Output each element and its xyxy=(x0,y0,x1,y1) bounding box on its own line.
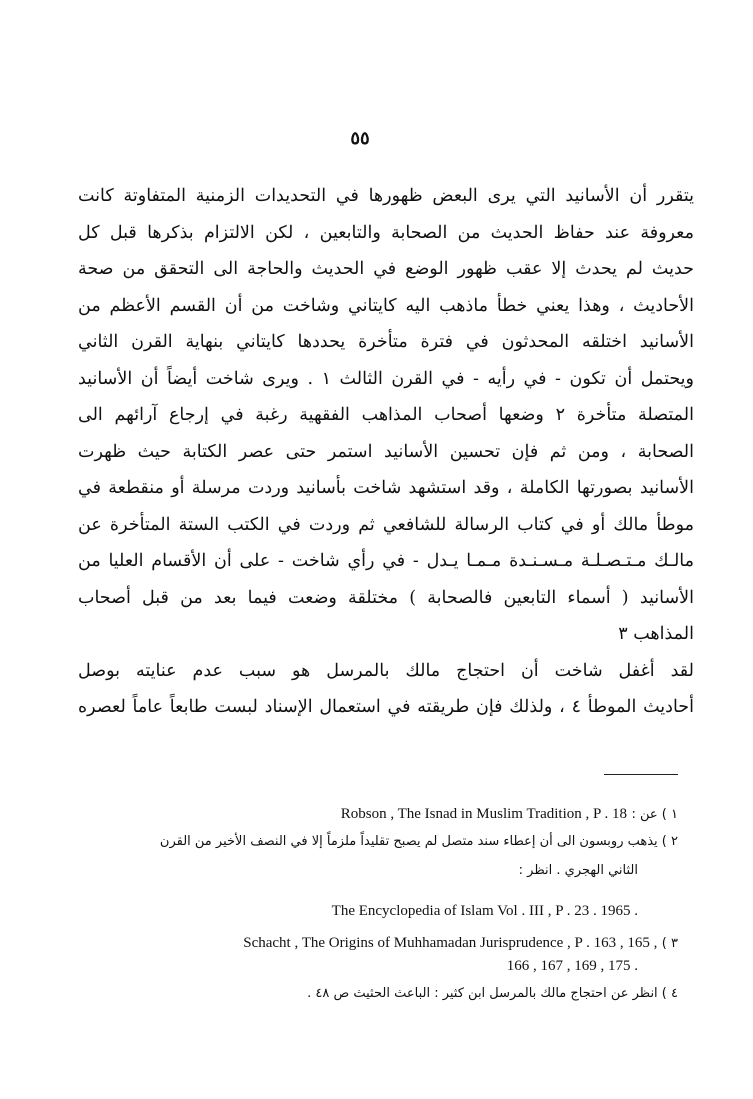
footnote-3-line-2: 166 , 167 , 169 , 175 . xyxy=(506,958,638,974)
body-line: الأسانيد اختلقه المحدثون في فترة متأخرة يحددها كايتاني بنهاية القرن الثاني xyxy=(78,332,694,352)
footnote-2-line-2: الثاني الهجري . انظر : xyxy=(518,863,638,878)
body-line: أحاديث الموطأ ٤ ، ولذلك فإن طريقته في استعمال الإسناد لبست طابعاً عاماً لعصره xyxy=(78,697,694,717)
footnote-3 xyxy=(108,935,678,952)
body-line: الأحاديث ، وهذا يعني خطأ ماذهب اليه كايتاني وشاخت من أن القسم الأعظم من xyxy=(78,295,694,316)
body-line: المتصلة متأخرة ٢ وضعها أصحاب المذاهب الفقهية رغبة في إرجاع آرائهم الى xyxy=(78,405,694,425)
page-number: ٥٥ xyxy=(350,128,370,149)
body-line: يتقرر أن الأسانيد التي يرى البعض ظهورها في التحديدات الزمنية المتفاوتة كانت xyxy=(78,186,694,206)
footnote-3-line-1: Schacht , The Origins of Muhhamadan Jurisprudence , P . 163 , 165 , xyxy=(243,935,658,951)
body-line: ويحتمل أن تكون - في رأيه - في القرن الثالث ١ . ويرى شاخت أيضاً أن الأسانيد xyxy=(78,368,694,389)
body-line: حديث لم يحدث إلا عقب ظهور الوضع في الحديث والحاجة الى التحقق من صحة xyxy=(78,259,694,279)
footnote-1-text: Robson , The Isnad in Muslim Tradition , P . 18 xyxy=(340,806,628,822)
footnote-1 xyxy=(108,806,678,823)
body-line: موطأ مالك أو في كتاب الرسالة للشافعي ثم وردت في الكتب الستة المتأخرة عن xyxy=(78,514,694,535)
body-text xyxy=(78,178,694,726)
body-line: معروفة عند حفاظ الحديث من الصحابة والتابعين ، لكن الالتزام بذكرها قبل كل xyxy=(78,222,694,243)
footnote-2-line-1: ٢ ) يذهب روبسون الى أن إعطاء سند متصل لم يصبح تقليداً ملزماً إلا في النصف الأخير من القرن xyxy=(159,834,678,849)
body-line: الأسانيد بصورتها الكاملة ، وقد استشهد شاخت بأسانيد وردت مرسلة أو منقطعة في xyxy=(78,478,694,498)
footnote-separator xyxy=(604,774,678,775)
body-line: الأسانيد ( أسماء التابعين فالصحابة ) مختلقة وضعت فيما بعد من قبل أصحاب xyxy=(78,587,694,608)
footnote-4: ٤ ) انظر عن احتجاج مالك بالمرسل ابن كثير : الباعث الحثيث ص ٤٨ . xyxy=(307,986,678,1001)
body-line: مالـك مـتـصـلـة مـسـنـدة مـمـا يـدل - في رأي شاخت - على أن الأقسام العليا من xyxy=(78,551,694,571)
footnote-1-marker: ١ ) عن : xyxy=(631,807,678,822)
body-line: المذاهب ٣ xyxy=(618,624,694,644)
footnote-3-marker: ٣ ) xyxy=(661,936,678,951)
body-line: الصحابة ، ومن ثم فإن تحسين الأسانيد استمر حتى عصر الكتابة حيث ظهرت xyxy=(78,441,694,462)
body-line: لقد أغفل شاخت أن احتجاج مالك بالمرسل هو سبب عدم عنايته بوصل xyxy=(78,660,694,681)
footnote-2-reference: The Encyclopedia of Islam Vol . III , P . 23 . 1965 . xyxy=(331,903,638,919)
